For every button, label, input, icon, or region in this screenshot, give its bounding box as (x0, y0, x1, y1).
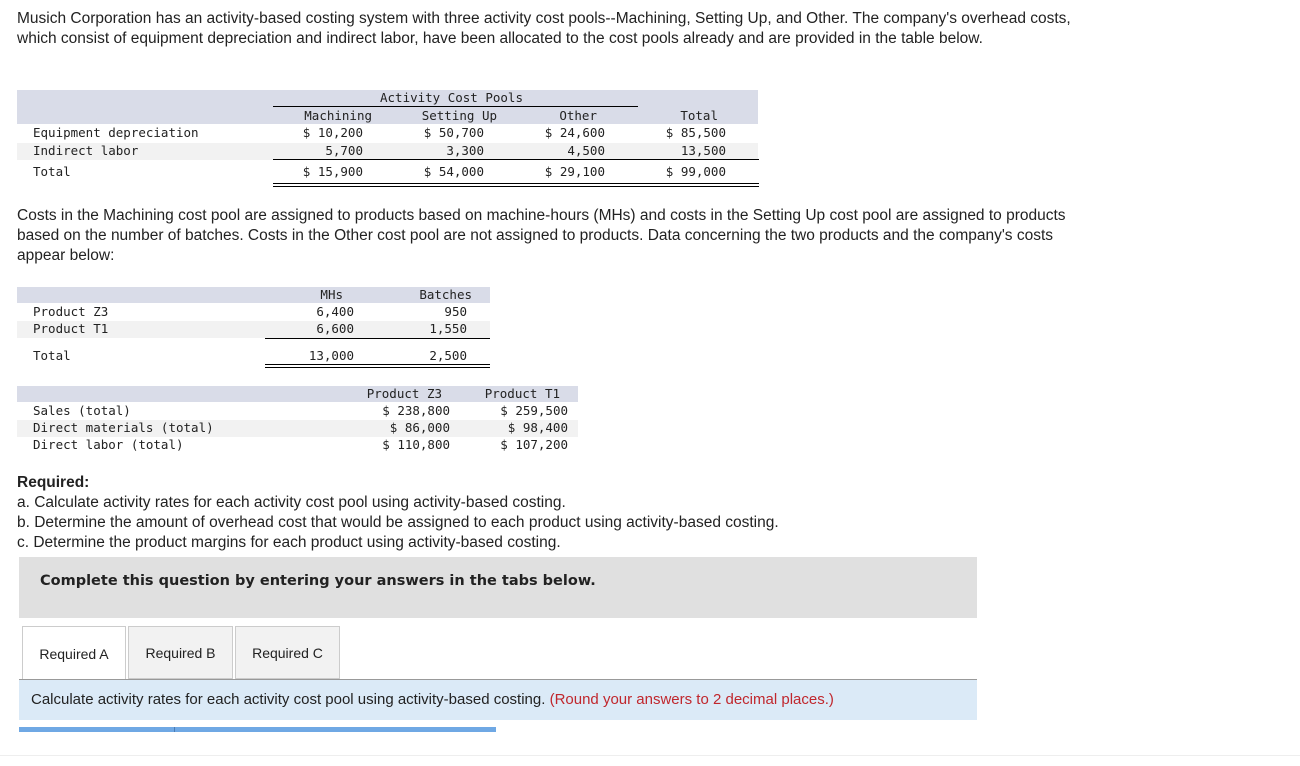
cell-value: $ 238,800 (382, 403, 450, 418)
cell-value: $ 86,000 (389, 420, 450, 435)
row-label: Total (33, 348, 71, 363)
paragraph-2: Costs in the Machining cost pool are assigned to products based on machine-hours (MHs) and costs in the Setting Up cost pool are assigned to products based on the number of batches. Costs in the Other cost pool are not assigned to products. Data concerning the two products and the company's costs appear below: (17, 207, 1066, 264)
cell-value: $ 29,100 (544, 164, 605, 179)
cell-value: 950 (444, 304, 467, 319)
cell-value: 6,400 (316, 304, 354, 319)
cell-value: $ 50,700 (423, 125, 484, 140)
cell-value: $ 24,600 (544, 125, 605, 140)
col-header: Product Z3 (366, 386, 442, 401)
cell-value: 13,500 (680, 143, 726, 158)
cell-value: $ 99,000 (665, 164, 726, 179)
cell-value: $ 54,000 (423, 164, 484, 179)
instructions-banner (19, 557, 977, 618)
banner-text: Complete this question by entering your answers in the tabs below. (40, 573, 596, 589)
cell-value: $ 98,400 (507, 420, 568, 435)
row-label: Total (33, 164, 71, 179)
col-header: MHs (320, 287, 343, 302)
cell-value: $ 107,200 (500, 437, 568, 452)
row-label: Sales (total) (33, 403, 131, 418)
col-header: Product T1 (484, 386, 560, 401)
cell-value: $ 259,500 (500, 403, 568, 418)
row-label: Indirect labor (33, 143, 139, 158)
required-item-b: b. Determine the amount of overhead cost that would be assigned to each product using activity-based costing. (17, 514, 779, 531)
row-label: Product Z3 (33, 304, 109, 319)
cell-value: 6,600 (316, 321, 354, 336)
cell-value: 5,700 (325, 143, 363, 158)
cell-value: 3,300 (446, 143, 484, 158)
instruction-text: Calculate activity rates for each activity cost pool using activity-based costing. (31, 691, 546, 708)
required-title: Required: (17, 474, 90, 491)
col-header: Setting Up (421, 108, 497, 123)
row-label: Direct labor (total) (33, 437, 184, 452)
col-header: Batches (419, 287, 472, 302)
tab-panel-instruction (19, 679, 977, 720)
cell-value: 13,000 (308, 348, 354, 363)
cell-value: $ 85,500 (665, 125, 726, 140)
cell-value: $ 110,800 (382, 437, 450, 452)
row-label: Product T1 (33, 321, 109, 336)
required-item-a: a. Calculate activity rates for each activity cost pool using activity-based costing. (17, 494, 566, 511)
col-header: Other (559, 108, 597, 123)
tab-required-a[interactable]: Required A (22, 626, 126, 681)
row-label: Direct materials (total) (33, 420, 214, 435)
answer-table-header (19, 727, 496, 732)
tab-required-b[interactable]: Required B (128, 626, 233, 679)
rounding-note: (Round your answers to 2 decimal places.) (549, 691, 834, 708)
row-label: Equipment depreciation (33, 125, 199, 140)
tab-required-c[interactable]: Required C (235, 626, 340, 679)
intro-text: Musich Corporation has an activity-based costing system with three activity cost pools--Machining, Setting Up, and Other. The company's overhead costs, which consist of equipment depreciation and indirect labor, have been allocated to the cost pools already and are provided in the table below. (17, 10, 1071, 47)
required-item-c: c. Determine the product margins for each product using activity-based costing. (17, 534, 561, 551)
col-header: Total (680, 108, 718, 123)
cell-value: $ 10,200 (302, 125, 363, 140)
col-header: Machining (304, 108, 372, 123)
cell-value: 4,500 (567, 143, 605, 158)
cell-value: 1,550 (429, 321, 467, 336)
group-header: Activity Cost Pools (380, 90, 523, 105)
cell-value: $ 15,900 (302, 164, 363, 179)
cell-value: 2,500 (429, 348, 467, 363)
